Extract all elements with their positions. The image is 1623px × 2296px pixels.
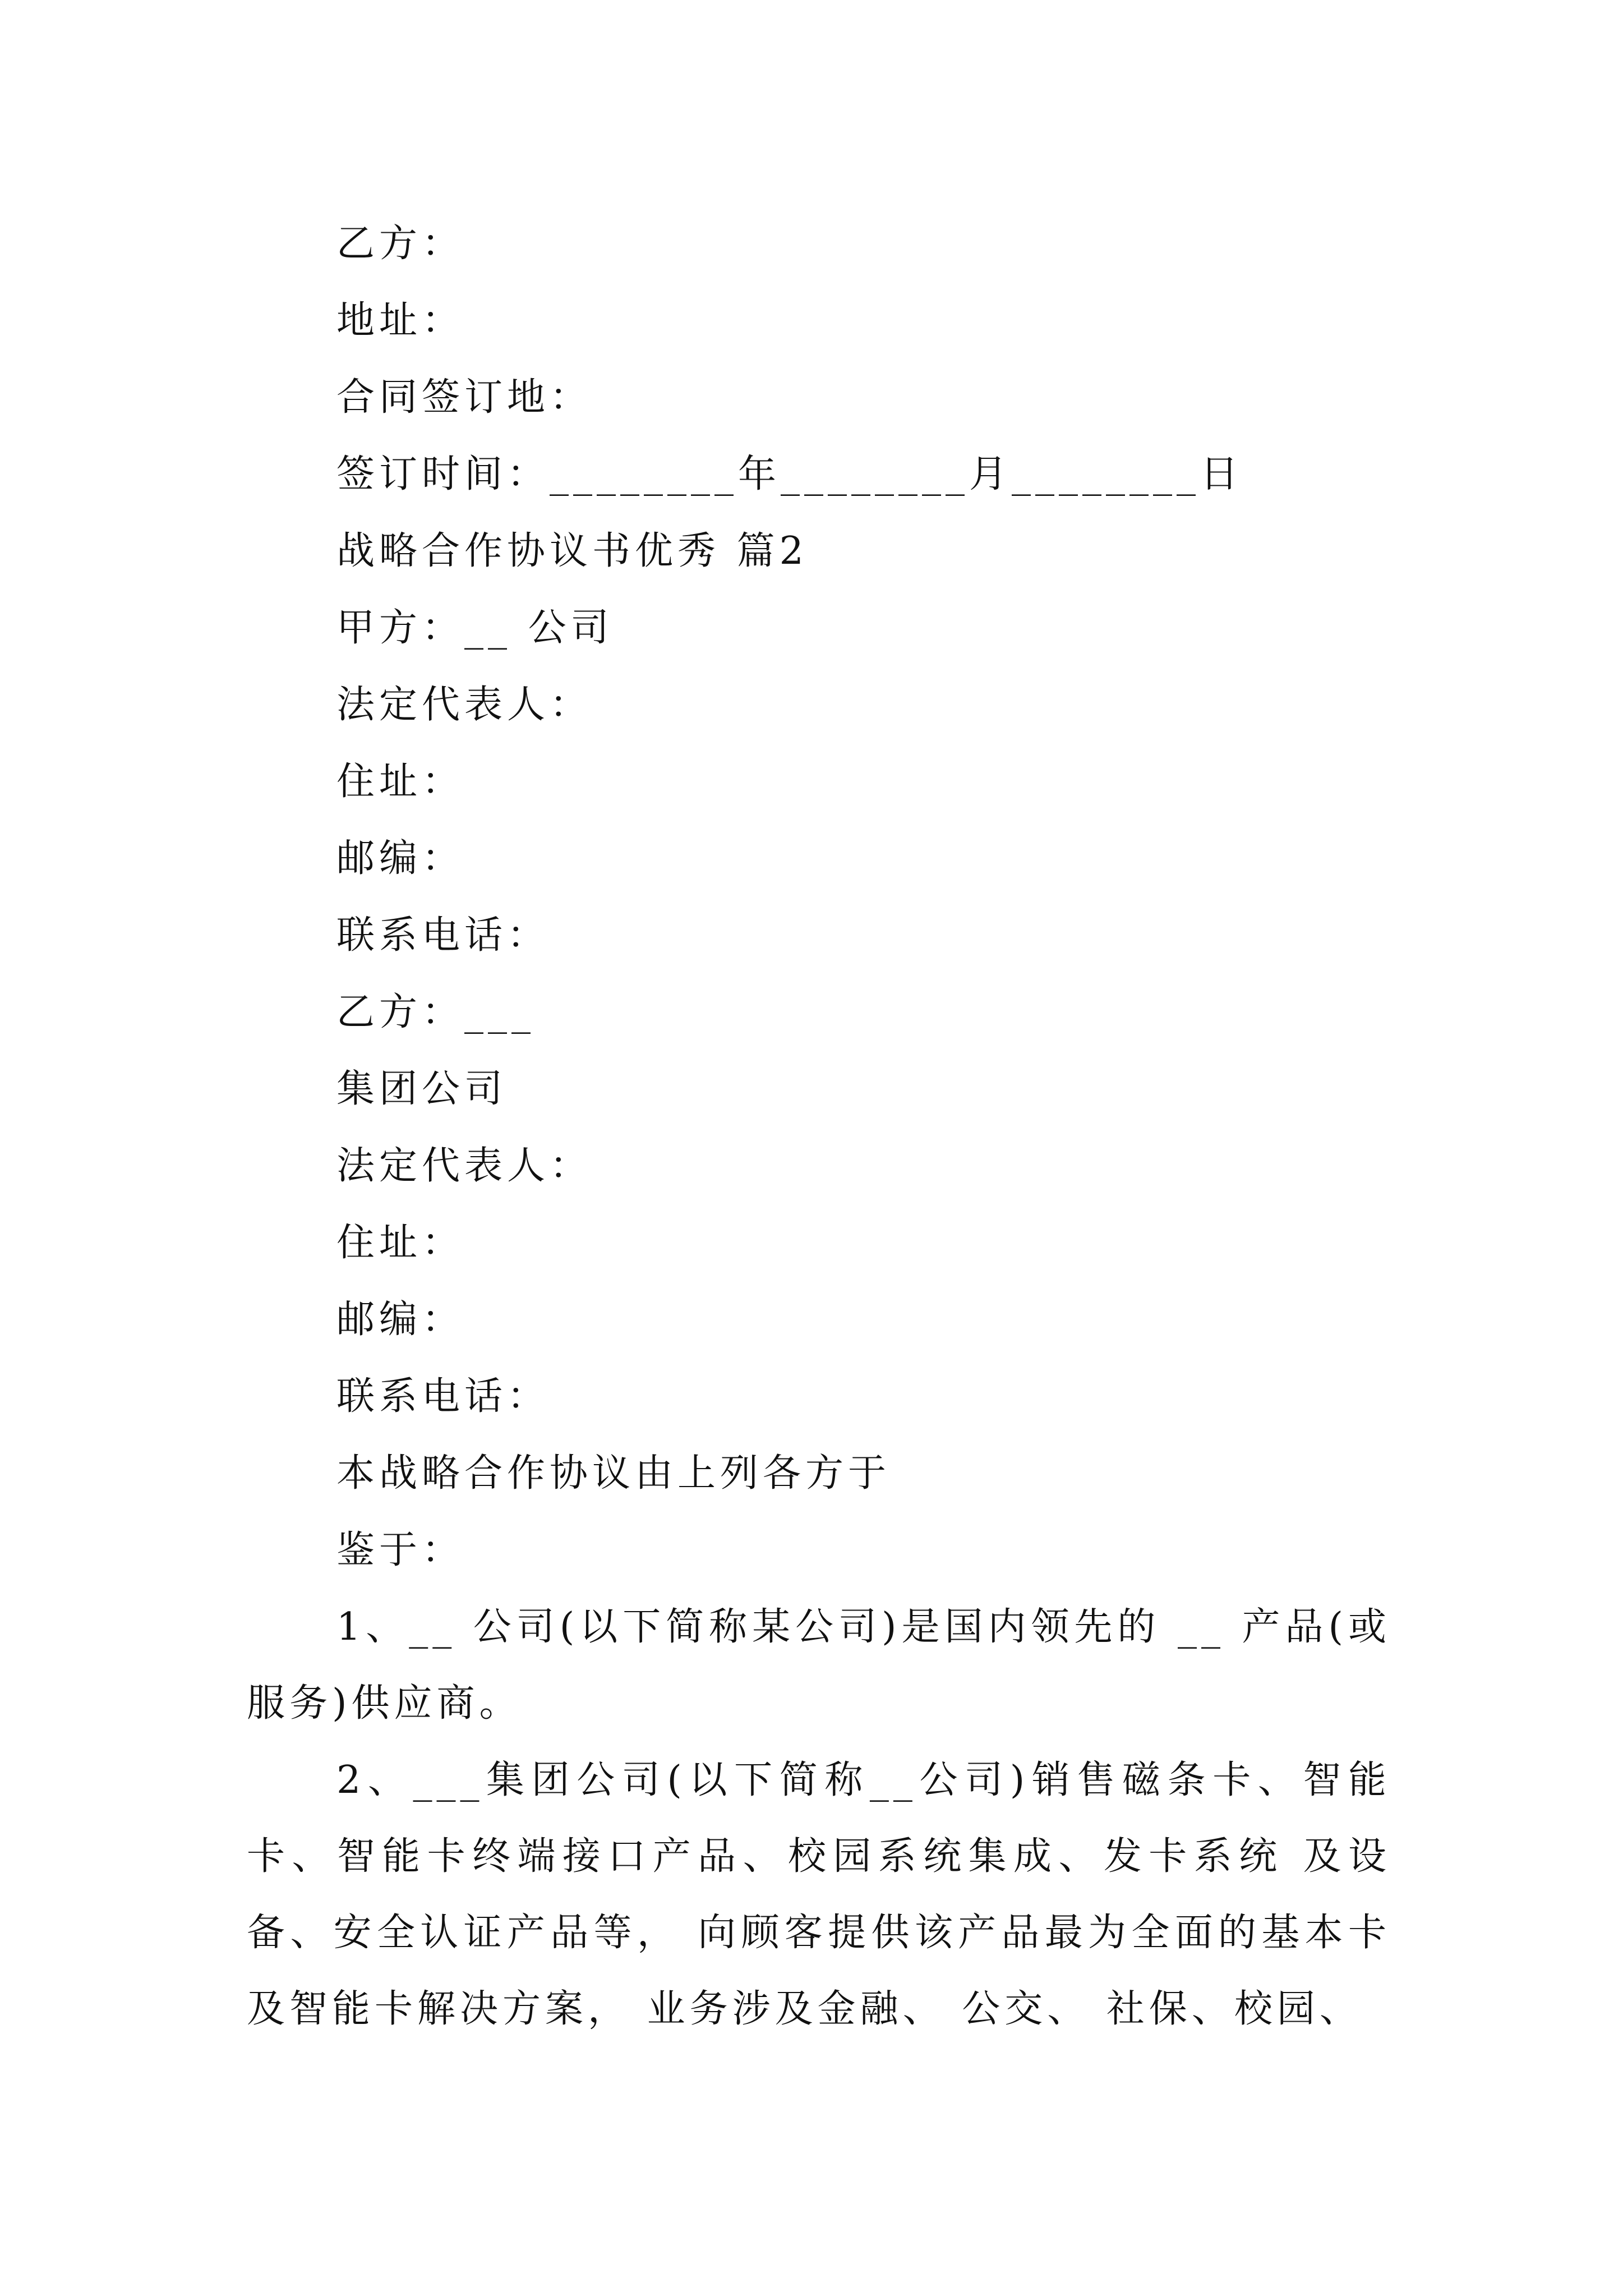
section-heading: 战略合作协议书优秀 篇2 — [336, 529, 808, 573]
whereas-clause-2: 2、___集团公司(以下简称__公司)销售磁条卡、智能卡、智能卡终端接口产品、校园系统集成、发卡系统 及设备、安全认证产品等， 向顾客提供该产品最为全面的基本卡及智能卡解决方案， 业务涉及金融、 公交、 社保、校园、 — [247, 1758, 1391, 2031]
address-label: 地址： — [336, 298, 465, 343]
whereas-label: 鉴于： — [336, 1528, 465, 1572]
postcode-label-a: 邮编： — [336, 836, 465, 881]
party-b-label: 乙方： — [336, 222, 465, 266]
legal-rep-label-b: 法定代表人： — [336, 1144, 593, 1188]
agreement-intro-line: 本战略合作协议由上列各方于 — [336, 1451, 891, 1496]
residence-label-b: 住址： — [336, 1221, 465, 1265]
phone-label-a: 联系电话： — [336, 913, 550, 958]
phone-label-b: 联系电话： — [336, 1374, 550, 1419]
legal-rep-label-a: 法定代表人： — [336, 683, 593, 727]
signing-date-line: 签订时间：________年________月________日 — [336, 452, 1243, 496]
signing-place-label: 合同签订地： — [336, 375, 593, 420]
residence-label-a: 住址： — [336, 760, 465, 804]
whereas-clause-1: 1、__ 公司(以下简称某公司)是国内领先的 __ 产品(或服务)供应商。 — [247, 1605, 1391, 1726]
group-company-label: 集团公司 — [336, 1067, 508, 1111]
party-b-label-2: 乙方：___ — [336, 990, 536, 1034]
party-a-label: 甲方：__ 公司 — [336, 606, 614, 650]
postcode-label-b: 邮编： — [336, 1297, 465, 1342]
